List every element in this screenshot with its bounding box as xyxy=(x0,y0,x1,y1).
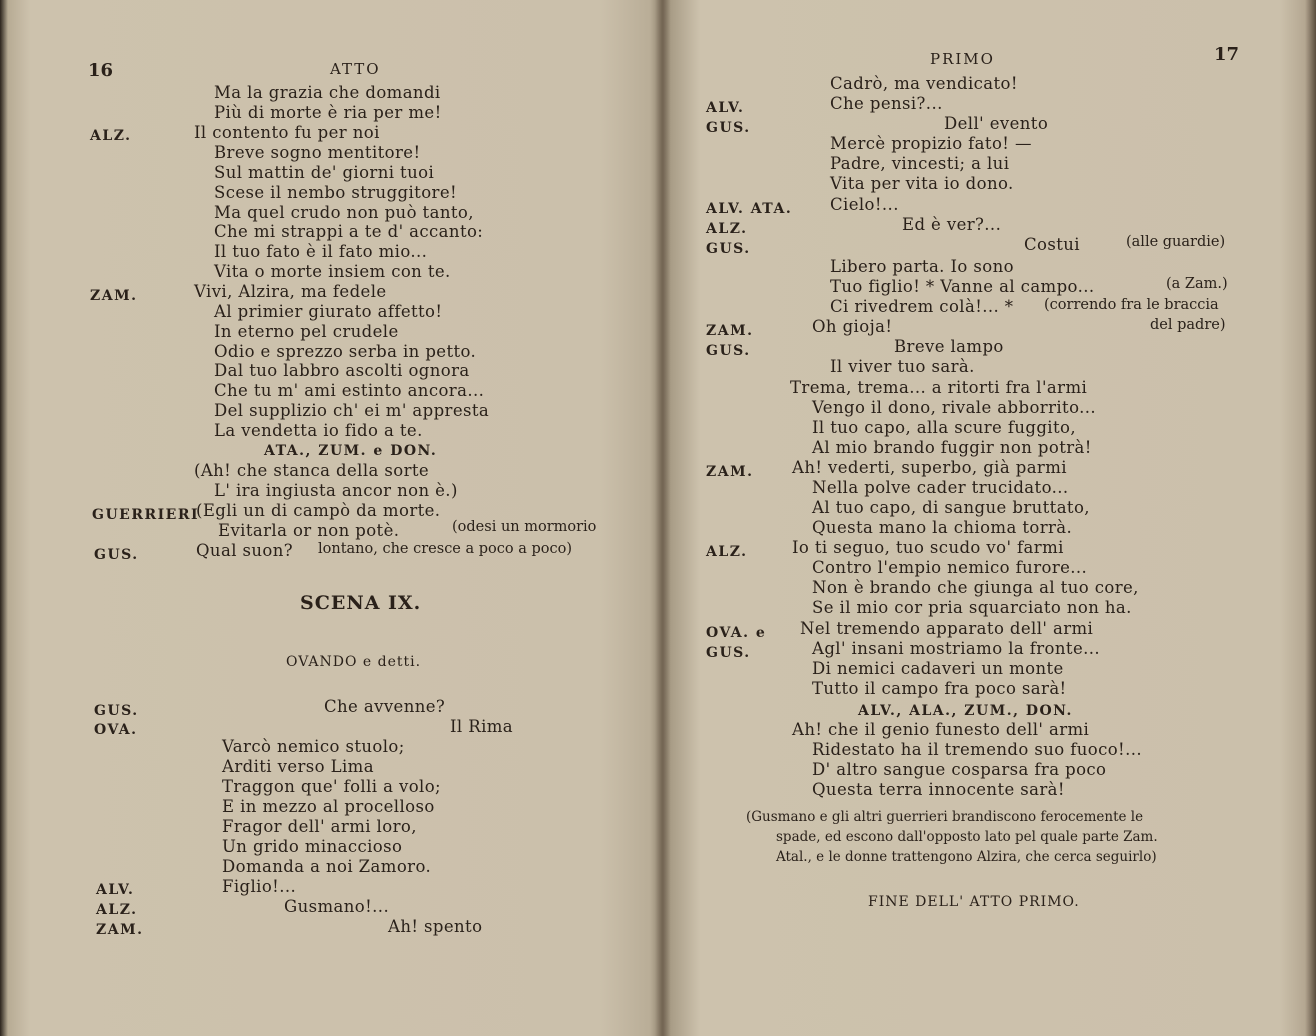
verse-line: In eterno pel crudele xyxy=(214,322,399,341)
verse-line: Ah! che il genio funesto dell' armi xyxy=(792,720,1090,739)
verse-line: Tuo figlio! * Vanne al campo... xyxy=(830,277,1095,296)
verse-line: Breve lampo xyxy=(894,337,1004,356)
verse-line: E in mezzo al procelloso xyxy=(222,797,435,816)
verse-line: Che avvenne? xyxy=(324,697,446,716)
verse-line: Del supplizio ch' ei m' appresta xyxy=(214,401,490,420)
verse-line: Vita o morte insiem con te. xyxy=(214,262,451,281)
page-number: 17 xyxy=(1214,44,1240,65)
running-head: PRIMO xyxy=(930,50,995,68)
stage-direction: del padre) xyxy=(1150,317,1226,333)
scene-characters: OVANDO e detti. xyxy=(286,654,422,670)
speaker-label: ZAM. xyxy=(706,464,754,480)
verse-line: Fragor dell' armi loro, xyxy=(222,817,417,836)
verse-line: Dell' evento xyxy=(944,114,1049,133)
verse-line: Che mi strappi a te d' accanto: xyxy=(214,222,484,241)
verse-line: Vengo il dono, rivale abborrito... xyxy=(812,398,1097,417)
verse-line: Mercè propizio fato! — xyxy=(830,134,1032,153)
speaker-label: ALZ. xyxy=(90,128,132,144)
speaker-label: ZAM. xyxy=(706,323,754,339)
verse-line: Un grido minaccioso xyxy=(222,837,403,856)
verse-line: Se il mio cor pria squarciato non ha. xyxy=(812,598,1132,617)
verse-line: (Egli un di campò da morte. xyxy=(196,501,441,520)
verse-line: Al tuo capo, di sangue bruttato, xyxy=(812,498,1090,517)
verse-line: Il tuo fato è il fato mio... xyxy=(214,242,428,261)
speaker-label: GUS. xyxy=(706,120,751,136)
verse-line: Ah! vederti, superbo, già parmi xyxy=(792,458,1067,477)
verse-line: Padre, vincesti; a lui xyxy=(830,154,1010,173)
verse-line: Agl' insani mostriamo la fronte... xyxy=(812,639,1101,658)
verse-line: Varcò nemico stuolo; xyxy=(222,737,405,756)
verse-line: Ridestato ha il tremendo suo fuoco!... xyxy=(812,740,1143,759)
verse-line: Figlio!... xyxy=(222,877,297,896)
speaker-label: ZAM. xyxy=(90,288,138,304)
speaker-label: ZAM. xyxy=(96,922,144,938)
verse-line: Il tuo capo, alla scure fuggito, xyxy=(812,418,1076,437)
speaker-label: GUS. xyxy=(706,241,751,257)
verse-line: Vivi, Alzira, ma fedele xyxy=(194,282,387,301)
stage-direction: (Gusmano e gli altri guerrieri brandiscono ferocemente le xyxy=(746,809,1144,825)
verse-line: Che tu m' ami estinto ancora... xyxy=(214,381,485,400)
running-head: ATTO xyxy=(330,60,381,78)
speaker-label: ALV. xyxy=(96,882,135,898)
verse-line: Ah! spento xyxy=(388,917,483,936)
verse-line: Cielo!... xyxy=(830,195,899,214)
stage-direction: (a Zam.) xyxy=(1166,276,1228,292)
verse-line: Il viver tuo sarà. xyxy=(830,357,975,376)
verse-line: Arditi verso Lima xyxy=(222,757,374,776)
verse-line: Che pensi?... xyxy=(830,94,943,113)
stage-direction: (correndo fra le braccia xyxy=(1044,297,1219,313)
verse-line: Io ti seguo, tuo scudo vo' farmi xyxy=(792,538,1064,557)
verse-line: Dal tuo labbro ascolti ognora xyxy=(214,361,470,380)
stage-direction: lontano, che cresce a poco a poco) xyxy=(318,541,572,557)
verse-line: Ed è ver?... xyxy=(902,215,1002,234)
verse-line: Contro l'empio nemico furore... xyxy=(812,558,1088,577)
speaker-group-label: ATA., ZUM. e DON. xyxy=(264,443,438,459)
verse-line: Gusmano!... xyxy=(284,897,390,916)
speaker-label: GUERRIERI xyxy=(92,507,200,523)
verse-line: Odio e sprezzo serba in petto. xyxy=(214,342,477,361)
verse-line: Questa mano la chioma torrà. xyxy=(812,518,1073,537)
verse-line: Nella polve cader trucidato... xyxy=(812,478,1069,497)
stage-direction: (odesi un mormorio xyxy=(452,519,597,535)
verse-line: Più di morte è ria per me! xyxy=(214,103,442,122)
speaker-label: OVA. e xyxy=(706,625,767,641)
verse-line: Cadrò, ma vendicato! xyxy=(830,74,1018,93)
verse-line: Trema, trema... a ritorti fra l'armi xyxy=(790,378,1088,397)
verse-line: D' altro sangue cosparsa fra poco xyxy=(812,760,1107,779)
verse-line: Libero parta. Io sono xyxy=(830,257,1014,276)
speaker-label: GUS. xyxy=(706,343,751,359)
verse-line: Nel tremendo apparato dell' armi xyxy=(800,619,1094,638)
verse-line: La vendetta io fido a te. xyxy=(214,421,423,440)
verse-line: Al mio brando fuggir non potrà! xyxy=(812,438,1092,457)
verse-line: Evitarla or non potè. xyxy=(218,521,400,540)
verse-line: Ma la grazia che domandi xyxy=(214,83,441,102)
verse-line: Di nemici cadaveri un monte xyxy=(812,659,1064,678)
speaker-label: ALV. xyxy=(706,100,745,116)
right-page xyxy=(664,0,1316,1036)
stage-direction: spade, ed escono dall'opposto lato pel quale parte Zam. xyxy=(776,829,1158,845)
verse-line: L' ira ingiusta ancor non è.) xyxy=(214,481,458,500)
stage-direction: Atal., e le donne trattengono Alzira, che cerca seguirlo) xyxy=(776,849,1157,865)
speaker-label: ALZ. xyxy=(706,544,748,560)
verse-line: Vita per vita io dono. xyxy=(830,174,1014,193)
verse-line: Sul mattin de' giorni tuoi xyxy=(214,163,435,182)
verse-line: Il contento fu per noi xyxy=(194,123,380,142)
speaker-label: OVA. xyxy=(94,722,138,738)
verse-line: Il Rima xyxy=(450,717,514,736)
verse-line: (Ah! che stanca della sorte xyxy=(194,461,430,480)
verse-line: Non è brando che giunga al tuo core, xyxy=(812,578,1139,597)
verse-line: Scese il nembo struggitore! xyxy=(214,183,458,202)
stage-direction: (alle guardie) xyxy=(1126,234,1226,250)
speaker-group-label: ALV., ALA., ZUM., DON. xyxy=(858,703,1073,719)
verse-line: Breve sogno mentitore! xyxy=(214,143,421,162)
verse-line: Domanda a noi Zamoro. xyxy=(222,857,432,876)
speaker-label: GUS. xyxy=(706,645,751,661)
scene-heading: SCENA IX. xyxy=(300,592,422,614)
act-end-label: FINE DELL' ATTO PRIMO. xyxy=(868,894,1080,910)
page-number: 16 xyxy=(88,60,114,81)
verse-line: Al primier giurato affetto! xyxy=(214,302,443,321)
verse-line: Tutto il campo fra poco sarà! xyxy=(812,679,1067,698)
speaker-label: ALZ. xyxy=(706,221,748,237)
verse-line: Oh gioja! xyxy=(812,317,893,336)
speaker-label: ALV. ATA. xyxy=(706,201,793,217)
verse-line: Ci rivedrem colà!... * xyxy=(830,297,1014,316)
verse-line: Traggon que' folli a volo; xyxy=(222,777,442,796)
verse-line: Costui xyxy=(1024,235,1080,254)
speaker-label: GUS. xyxy=(94,547,139,563)
verse-line: Ma quel crudo non può tanto, xyxy=(214,203,474,222)
speaker-label: ALZ. xyxy=(96,902,138,918)
verse-line: Qual suon? xyxy=(196,541,294,560)
verse-line: Questa terra innocente sarà! xyxy=(812,780,1065,799)
speaker-label: GUS. xyxy=(94,703,139,719)
